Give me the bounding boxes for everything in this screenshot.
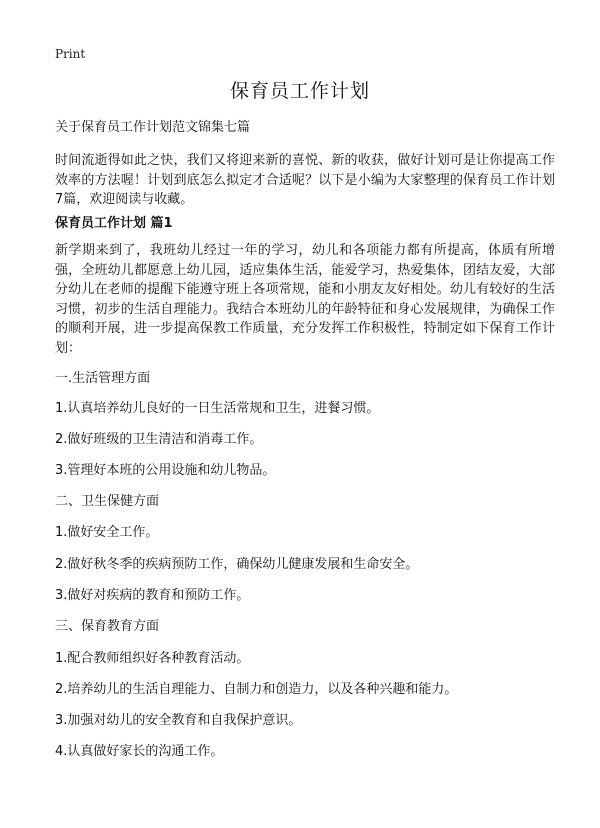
- list-item: 1.认真培养幼儿良好的一日生活常规和卫生，进餐习惯。: [55, 401, 380, 416]
- list-item: 3.做好对疾病的教育和预防工作。: [55, 588, 250, 603]
- list-item: 2.做好秋冬季的疾病预防工作，确保幼儿健康发展和生命安全。: [55, 557, 419, 572]
- list-item: 1.做好安全工作。: [55, 525, 159, 540]
- section-title-health-care: 二、卫生保健方面: [55, 494, 160, 509]
- list-item: 3.管理好本班的公用设施和幼儿物品。: [55, 463, 276, 478]
- page-title: 保育员工作计划: [229, 80, 370, 102]
- list-item: 4.认真做好家长的沟通工作。: [55, 744, 224, 759]
- list-item: 2.做好班级的卫生清洁和消毒工作。: [55, 432, 263, 447]
- body-paragraph: 新学期来到了，我班幼儿经过一年的学习，幼儿和各项能力都有所提高，体质有所增强，全班幼儿都愿意上幼儿园，适应集体生活，能爱学习，热爱集体，团结友爱，大部分幼儿在老师的提醒下能遵守班上各项常规，能和小朋友友好相处。幼儿有较好的生活习惯，初步的生活自理能力。我结合本班幼儿的年龄特征和身心发展规律，为确保工作的顺利开展，进一步提高保教工作质量，充分发挥工作积极性，特制定如下保育工作计划：: [55, 243, 555, 356]
- list-item: 3.加强对幼儿的安全教育和自我保护意识。: [55, 713, 302, 728]
- section-heading: 保育员工作计划 篇1: [55, 216, 173, 231]
- print-link[interactable]: Print: [55, 47, 86, 61]
- section-title-life-management: 一.生活管理方面: [55, 371, 151, 386]
- subtitle: 关于保育员工作计划范文锦集七篇: [55, 120, 251, 135]
- list-item: 1.配合教师组织好各种教育活动。: [55, 651, 250, 666]
- list-item: 2.培养幼儿的生活自理能力、自制力和创造力，以及各种兴趣和能力。: [55, 682, 458, 697]
- section-title-education: 三、保育教育方面: [55, 619, 160, 634]
- intro-paragraph: 时间流逝得如此之快，我们又将迎来新的喜悦、新的收获，做好计划可是让你提高工作效率的方法喔！计划到底怎么拟定才合适呢？以下是小编为大家整理的保育员工作计划7篇，欢迎阅读与收藏。: [55, 153, 555, 207]
